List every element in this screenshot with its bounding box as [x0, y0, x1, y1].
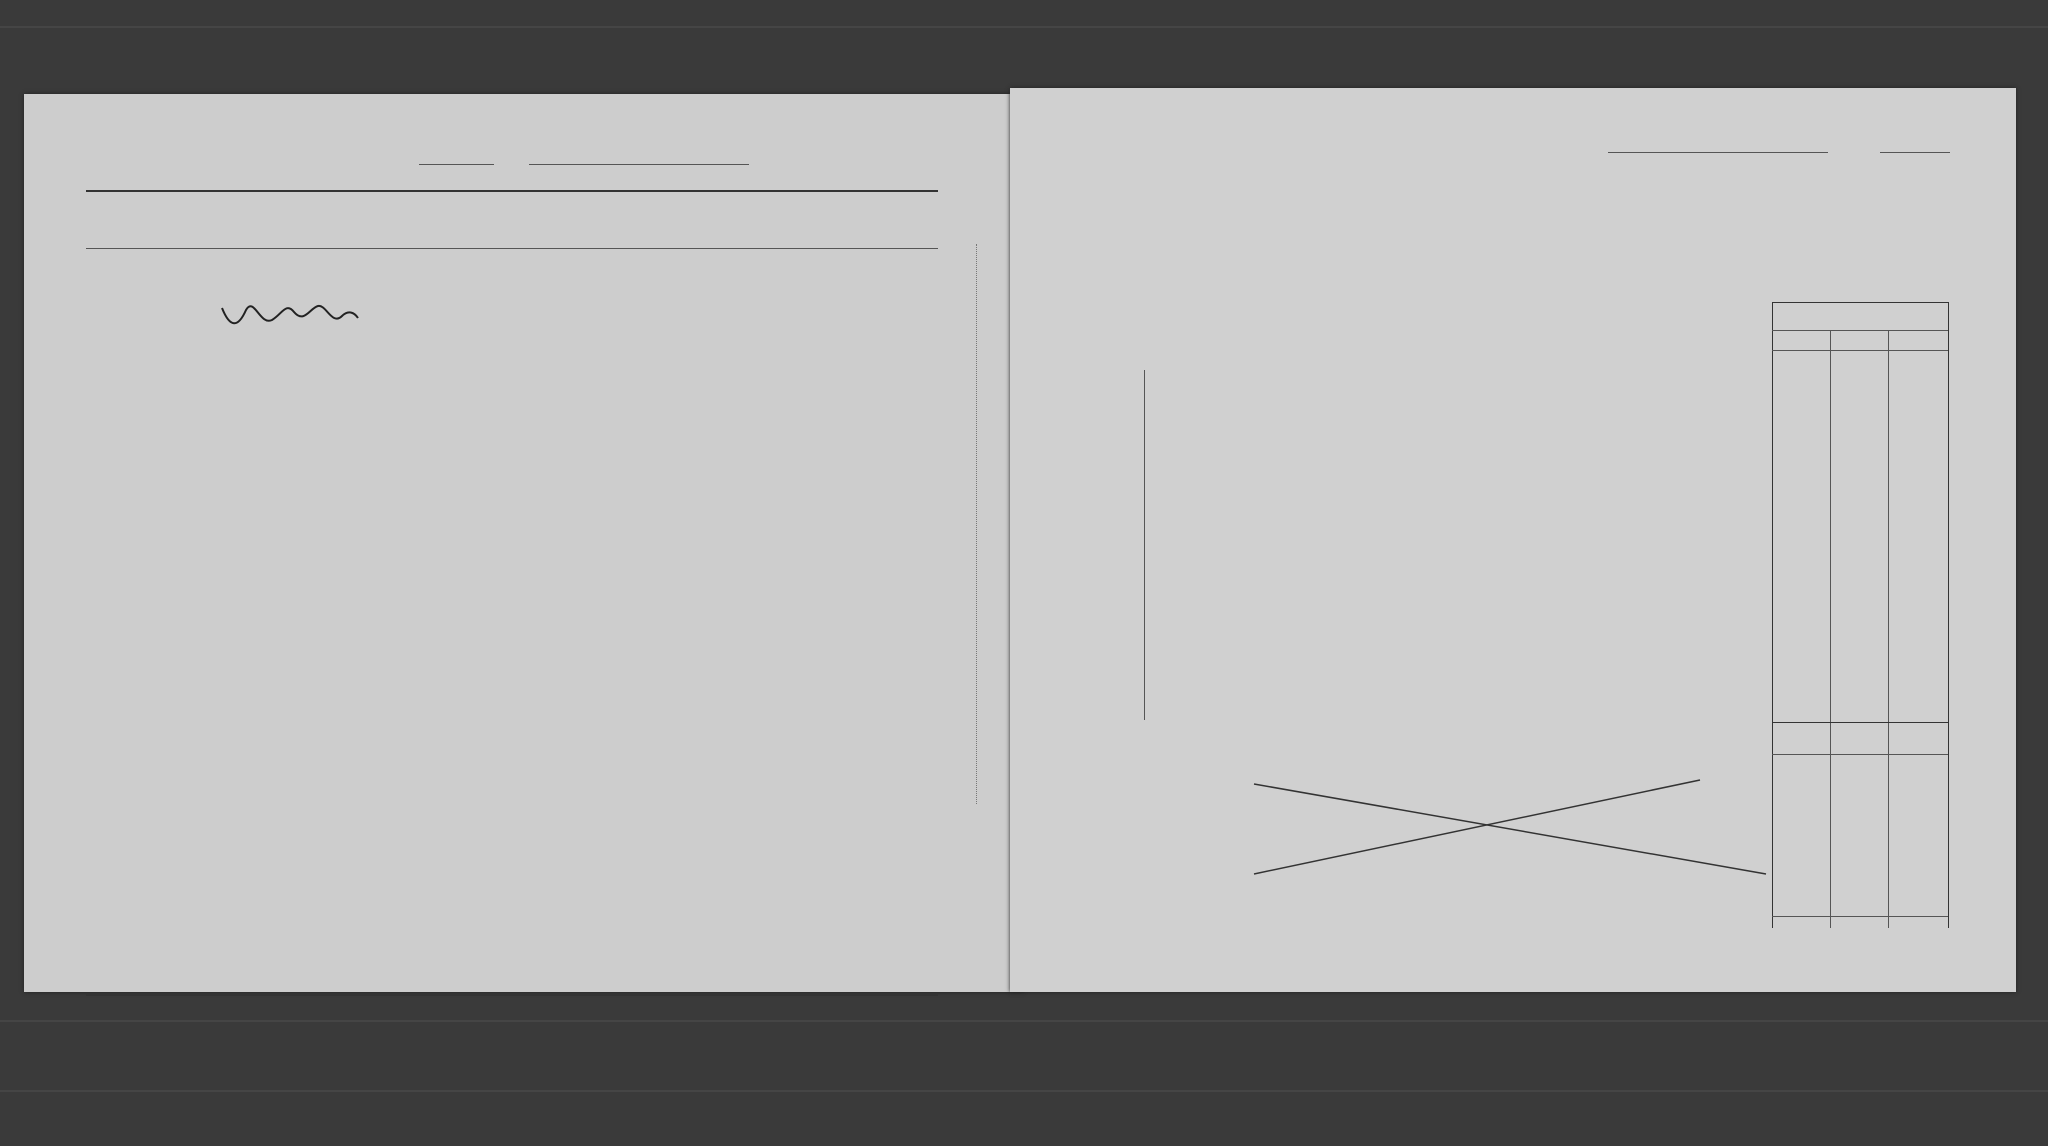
right-page: [1010, 88, 2016, 992]
cross-out-mark: [1250, 778, 1770, 878]
background-stripe: [0, 26, 2048, 28]
summary-table: [86, 190, 938, 996]
handwritten-squiggle: [220, 298, 360, 328]
background-stripe: [0, 1090, 2048, 1092]
left-page: [24, 94, 1024, 992]
background-stripe: [0, 1020, 2048, 1022]
